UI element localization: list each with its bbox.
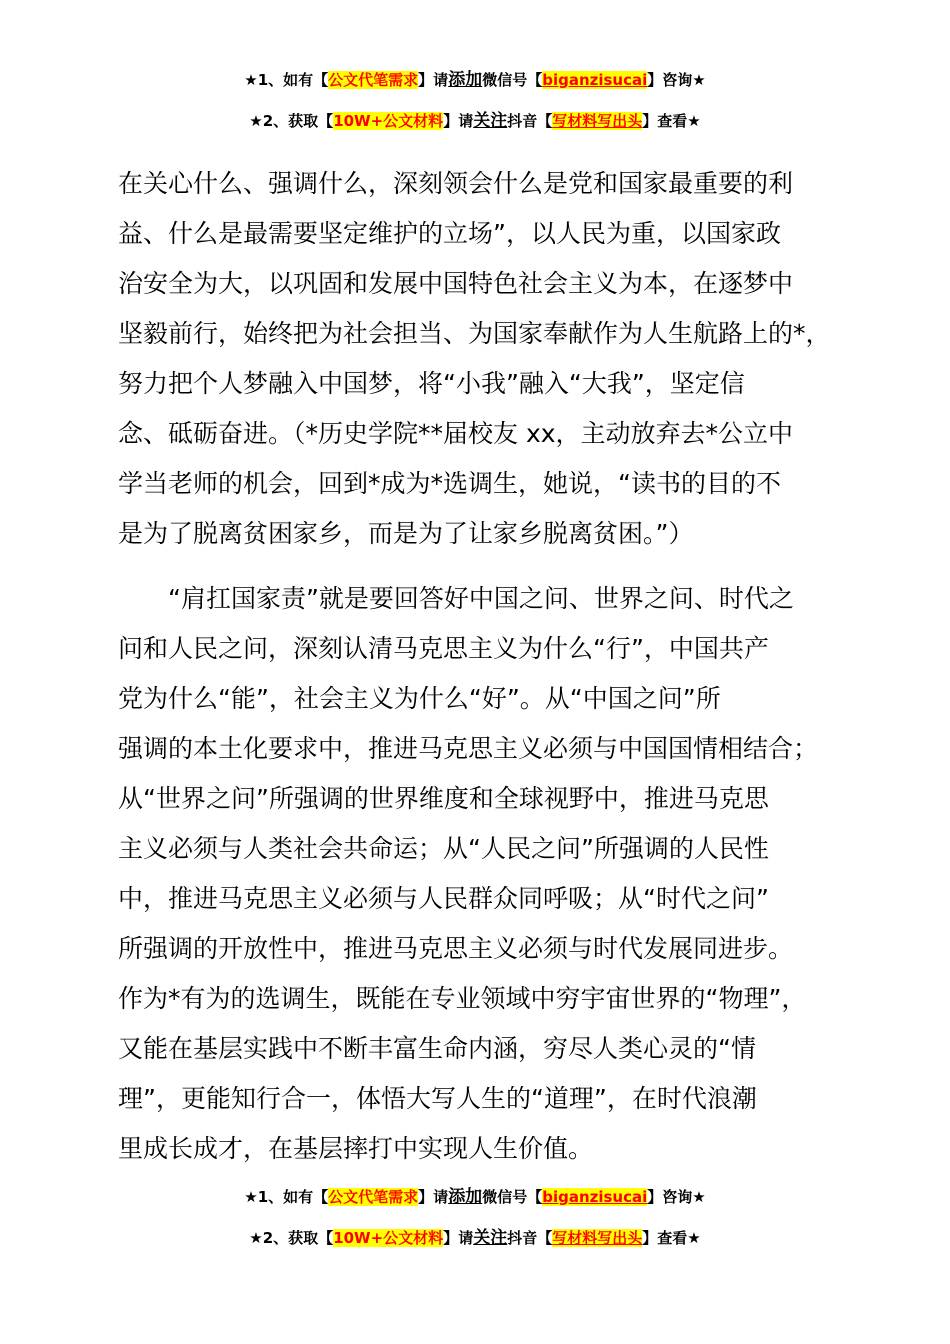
paragraph-2 <box>118 574 858 1174</box>
banner-text: ★1、如有【 <box>244 1188 329 1206</box>
text-line: 里成长成才，在基层摔打中实现人生价值。 <box>118 1134 594 1163</box>
banner-text: 】咨询★ <box>647 71 706 89</box>
text-line: “肩扛国家责”就是要回答好中国之问、世界之问、时代之 <box>118 584 794 613</box>
text-line: 努力把个人梦融入中国梦，将“小我”融入“大我”，坚定信 <box>118 369 745 398</box>
banner-text: ★2、获取【 <box>249 1229 334 1247</box>
highlight-service: 公文代笔需求 <box>328 1188 419 1206</box>
banner-text: ★2、获取【 <box>249 112 334 130</box>
banner-text: 微信号【 <box>482 71 543 89</box>
banner-text: 】咨询★ <box>647 1188 706 1206</box>
wechat-id-link[interactable]: biganzisucai <box>542 1188 648 1206</box>
text-line: 从“世界之问”所强调的世界维度和全球视野中，推进马克思 <box>118 784 769 813</box>
promo-banner-bottom-line2 <box>0 1228 950 1248</box>
text-line: 中，推进马克思主义必须与人民群众同呼吸；从“时代之问” <box>118 884 769 913</box>
text-line: 是为了脱离贫困家乡，而是为了让家乡脱离贫困。”） <box>118 519 694 548</box>
banner-text: 】请 <box>443 1229 474 1247</box>
highlight-materials: 10W+公文材料 <box>333 1229 444 1247</box>
banner-text: 抖音【 <box>507 1229 553 1247</box>
banner-text: 】请 <box>418 71 449 89</box>
promo-banner-top-line2 <box>0 111 950 131</box>
banner-text: 微信号【 <box>482 1188 543 1206</box>
text-line: 强调的本土化要求中，推进马克思主义必须与中国国情相结合； <box>118 734 819 763</box>
banner-text: 】请 <box>418 1188 449 1206</box>
banner-text: 】查看★ <box>642 112 701 130</box>
wechat-id-link[interactable]: biganzisucai <box>542 71 648 89</box>
highlight-materials: 10W+公文材料 <box>333 112 444 130</box>
banner-emphasis: 添加 <box>448 1187 483 1207</box>
banner-emphasis: 关注 <box>473 1228 508 1248</box>
text-line: 在关心什么、强调什么，深刻领会什么是党和国家最重要的利 <box>118 169 794 198</box>
text-line: 党为什么“能”，社会主义为什么“好”。从“中国之问”所 <box>118 684 721 713</box>
text-line: 作为*有为的选调生，既能在专业领域中穷宇宙世界的“物理”， <box>118 984 807 1013</box>
banner-text: 】查看★ <box>642 1229 701 1247</box>
text-line: 理”，更能知行合一，体悟大写人生的“道理”，在时代浪潮 <box>118 1084 757 1113</box>
text-line: 念、砥砺奋进。（*历史学院**届校友 xx，主动放弃去*公立中 <box>118 419 794 448</box>
text-line: 坚毅前行，始终把为社会担当、为国家奉献作为人生航路上的*， <box>118 319 831 348</box>
text-line: 主义必须与人类社会共命运；从“人民之问”所强调的人民性 <box>118 834 769 863</box>
text-line: 学当老师的机会，回到*成为*选调生，她说，“读书的目的不 <box>118 469 781 498</box>
douyin-account-link[interactable]: 写材料写出头 <box>552 1229 643 1247</box>
text-line: 所强调的开放性中，推进马克思主义必须与时代发展同进步。 <box>118 934 794 963</box>
paragraph-1 <box>118 159 858 559</box>
banner-emphasis: 添加 <box>448 70 483 90</box>
promo-banner-bottom-line1 <box>0 1187 950 1207</box>
highlight-service: 公文代笔需求 <box>328 71 419 89</box>
text-line: 益、什么是最需要坚定维护的立场”，以人民为重，以国家政 <box>118 219 781 248</box>
text-line: 治安全为大，以巩固和发展中国特色社会主义为本，在逐梦中 <box>118 269 794 298</box>
text-line: 问和人民之问，深刻认清马克思主义为什么“行”，中国共产 <box>118 634 769 663</box>
banner-text: 】请 <box>443 112 474 130</box>
promo-banner-top-line1 <box>0 70 950 90</box>
banner-emphasis: 关注 <box>473 111 508 131</box>
douyin-account-link[interactable]: 写材料写出头 <box>552 112 643 130</box>
banner-text: 抖音【 <box>507 112 553 130</box>
banner-text: ★1、如有【 <box>244 71 329 89</box>
text-line: 又能在基层实践中不断丰富生命内涵，穷尽人类心灵的“情 <box>118 1034 756 1063</box>
